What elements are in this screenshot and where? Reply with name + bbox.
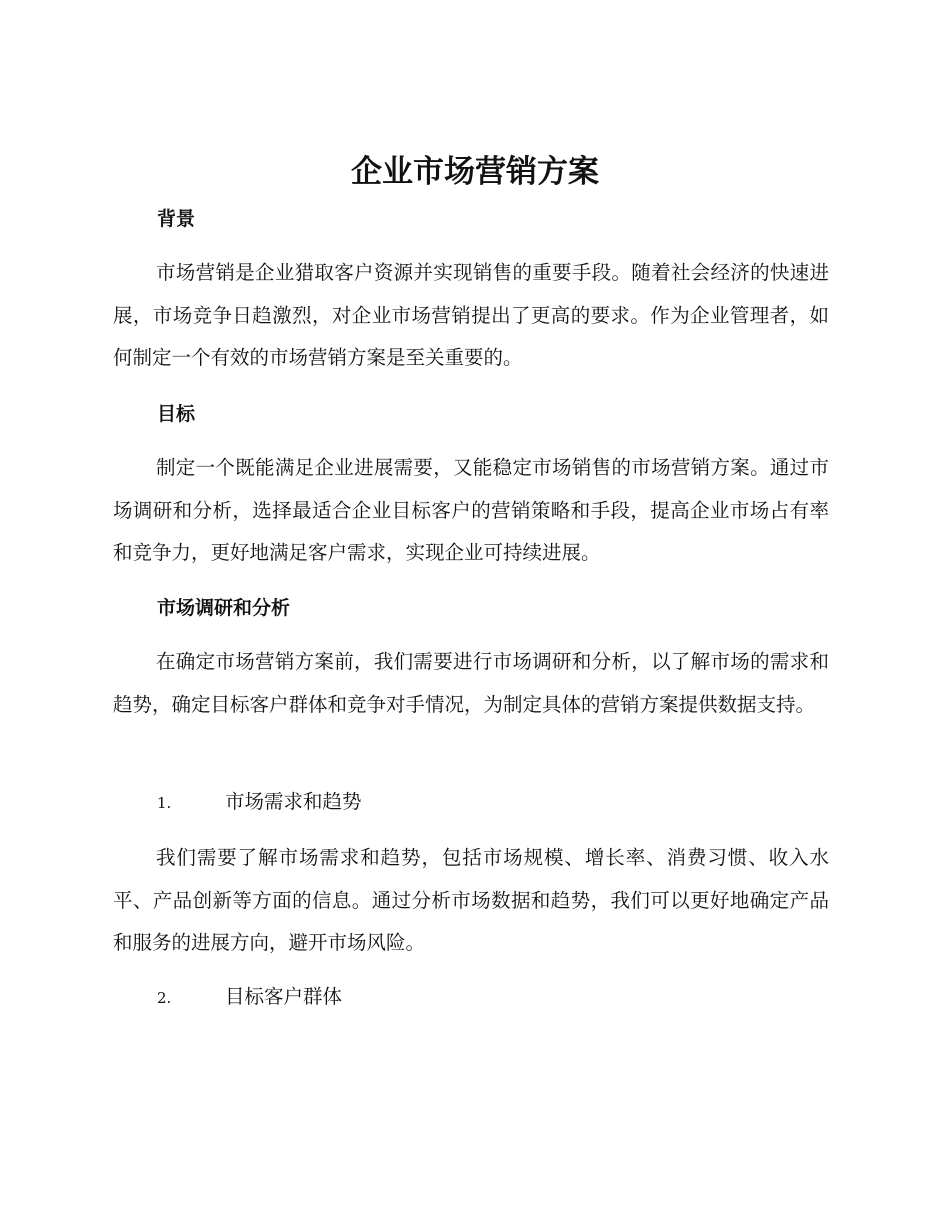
paragraph-goal: 制定一个既能满足企业进展需要，又能稳定市场销售的市场营销方案。通过市场调研和分析，选择最适合企业目标客户的营销策略和手段，提高企业市场占有率和竞争力，更好地满足客户需求，实现企业可持续进展。 <box>113 456 829 564</box>
list-label: 市场需求和趋势 <box>225 790 362 813</box>
heading-background: 背景 <box>157 208 196 230</box>
paragraph-research: 在确定市场营销方案前，我们需要进行市场调研和分析，以了解市场的需求和趋势，确定目标客户群体和竞争对手情况，为制定具体的营销方案提供数据支持。 <box>113 650 829 716</box>
list-number: 2. <box>157 989 172 1007</box>
list-label: 目标客户群体 <box>225 985 343 1008</box>
heading-goal: 目标 <box>157 403 196 425</box>
list-number: 1. <box>157 794 172 812</box>
document-title: 企业市场营销方案 <box>351 154 599 190</box>
list-item-1 <box>157 788 362 817</box>
paragraph-background: 市场营销是企业猎取客户资源并实现销售的重要手段。随着社会经济的快速进展，市场竞争日趋激烈，对企业市场营销提出了更高的要求。作为企业管理者，如何制定一个有效的市场营销方案是至关重要的。 <box>113 261 829 369</box>
list-item-2 <box>157 983 342 1012</box>
paragraph-market-demand: 我们需要了解市场需求和趋势，包括市场规模、增长率、消费习惯、收入水平、产品创新等方面的信息。通过分析市场数据和趋势，我们可以更好地确定产品和服务的进展方向，避开市场风险。 <box>113 846 829 954</box>
heading-research: 市场调研和分析 <box>157 597 291 619</box>
